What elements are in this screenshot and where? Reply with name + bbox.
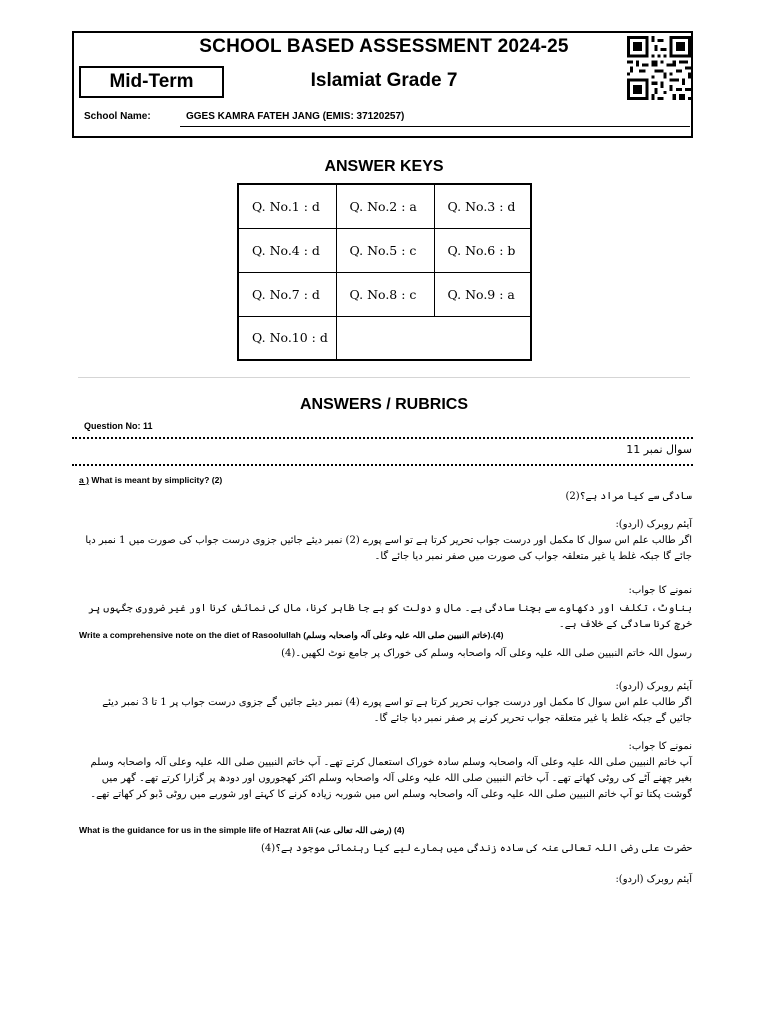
part-b-model-text: آپ خاتم النبیین صلی اللہ علیہ وعلی آلہ واصحابہ وسلم سادہ خوراک استعمال کرتے تھے۔ آپ خاتم النبیین صلی اللہ علیہ وعلی آلہ واصحابہ وسلم بغیر چھنے آٹے کی روٹی کھاتے تھے۔ آپ خاتم النبیین صلی اللہ علیہ وعلی آلہ واصحابہ وسلم اکثر کھجوروں اور دودھ پر گزارا کرتے تھے۔ گھر میں گوشت پکتا تو آپ خاتم النبیین صلی اللہ علیہ وعلی آلہ واصحابہ وسلم اس میں شوربہ زیادہ کرنے کا کہتے اور شوربے میں روٹی ڈبو کر کھاتے تھے۔ [90, 757, 692, 800]
part-b-model-heading: نمونے کا جواب: [628, 741, 692, 752]
school-name-label: School Name: [84, 111, 151, 122]
part-c-question-en: What is the guidance for us in the simple life of Hazrat Ali (رضی اللہ تعالی عنہ) (4) [79, 825, 405, 835]
section-divider [78, 377, 690, 378]
question-number-label: Question No: 11 [84, 421, 153, 431]
part-c-rubric-heading: آیئم روبرک (اردو): [615, 874, 692, 885]
dotted-separator [72, 437, 693, 439]
subject-grade-title: Islamiat Grade 7 [310, 70, 458, 91]
answer-cell: Q. No.5 : c [336, 228, 434, 272]
part-a-model-heading: نمونے کا جواب: [628, 585, 692, 596]
part-c-question-ur: حضرت علی رضی اللہ تعالی عنہ کی سادہ زندگی میں ہمارے لیے کیا رہنمائی موجود ہے؟(4) [260, 843, 692, 854]
term-label: Mid-Term [79, 66, 224, 98]
answer-cell: Q. No.2 : a [336, 184, 434, 228]
part-a-question-text: What is meant by simplicity? (2) [91, 475, 223, 485]
answer-cell: Q. No.8 : c [336, 272, 434, 316]
page-title: SCHOOL BASED ASSESSMENT 2024-25 [199, 36, 569, 57]
part-b-question-en: Write a comprehensive note on the diet of Rasoolullah (خاتم النبیین صلی اللہ علیہ وعلی آلہ واصحابہ وسلم).(4) [79, 630, 504, 640]
answer-cell: Q. No.3 : d [434, 184, 531, 228]
part-b-question-ur: رسول اللہ خاتم النبیین صلی اللہ علیہ وعلی آلہ واصحابہ وسلم کی خوراک پر جامع نوٹ لکھیں۔(4) [281, 648, 692, 659]
part-b-rubric-heading: آیئم روبرک (اردو): [615, 681, 692, 692]
answer-cell: Q. No.10 : d [238, 316, 336, 360]
part-a-question-ur: سادگی سے کیا مراد ہے؟(2) [565, 491, 692, 502]
table-row [238, 228, 531, 272]
part-a-prefix: a ) [79, 475, 90, 485]
rubrics-title: ANSWERS / RUBRICS [299, 396, 468, 413]
answer-cell: Q. No.9 : a [434, 272, 531, 316]
empty-cell [336, 316, 531, 360]
dotted-separator [72, 464, 693, 466]
part-a-question-en [79, 475, 222, 485]
question-number-urdu: سوال نمبر 11 [626, 443, 692, 456]
answer-cell: Q. No.6 : b [434, 228, 531, 272]
table-row [238, 184, 531, 228]
school-name-value: GGES KAMRA FATEH JANG (EMIS: 37120257) [186, 111, 405, 122]
answer-keys-title: ANSWER KEYS [324, 158, 444, 175]
part-a-model-text: بناوٹ، تکلف اور دکھاوے سے بچنا سادگی ہے۔ مال و دولت کو بے جا ظاہر کرنا، مال کی نمائش کرنا اور غیر ضروری جگہوں پر خرچ کرنا سادگی کے خلاف ہے۔ [88, 603, 692, 630]
part-a-rubric-heading: آیئم روبرک (اردو): [615, 519, 692, 530]
part-a-rubric-text: اگر طالب علم اس سوال کا مکمل اور درست جواب تحریر کرتا ہے تو اسے پورے (2) نمبر دیئے جائیں جزوی درست جواب کی صورت میں 1 نمبر دیا جائے گا جبکہ غلط یا غیر متعلقہ جواب کی صورت میں صفر نمبر دیا جائے گا۔ [85, 535, 692, 562]
answer-keys-table [237, 183, 532, 361]
part-b-rubric-text: اگر طالب علم اس سوال کا مکمل اور درست جواب تحریر کرتا ہے تو اسے پورے (4) نمبر دیئے جائیں گے جزوی درست جواب پر 1 تا 3 نمبر دیئے جائیں گے جبکہ غلط یا غیر متعلقہ جواب تحریر کرنے پر صفر نمبر دیا جائے گا۔ [102, 697, 692, 724]
answer-cell: Q. No.7 : d [238, 272, 336, 316]
table-row [238, 272, 531, 316]
answer-cell: Q. No.1 : d [238, 184, 336, 228]
school-name-underline [180, 126, 690, 127]
table-row [238, 316, 531, 360]
answer-cell: Q. No.4 : d [238, 228, 336, 272]
qr-code-icon [627, 36, 691, 100]
